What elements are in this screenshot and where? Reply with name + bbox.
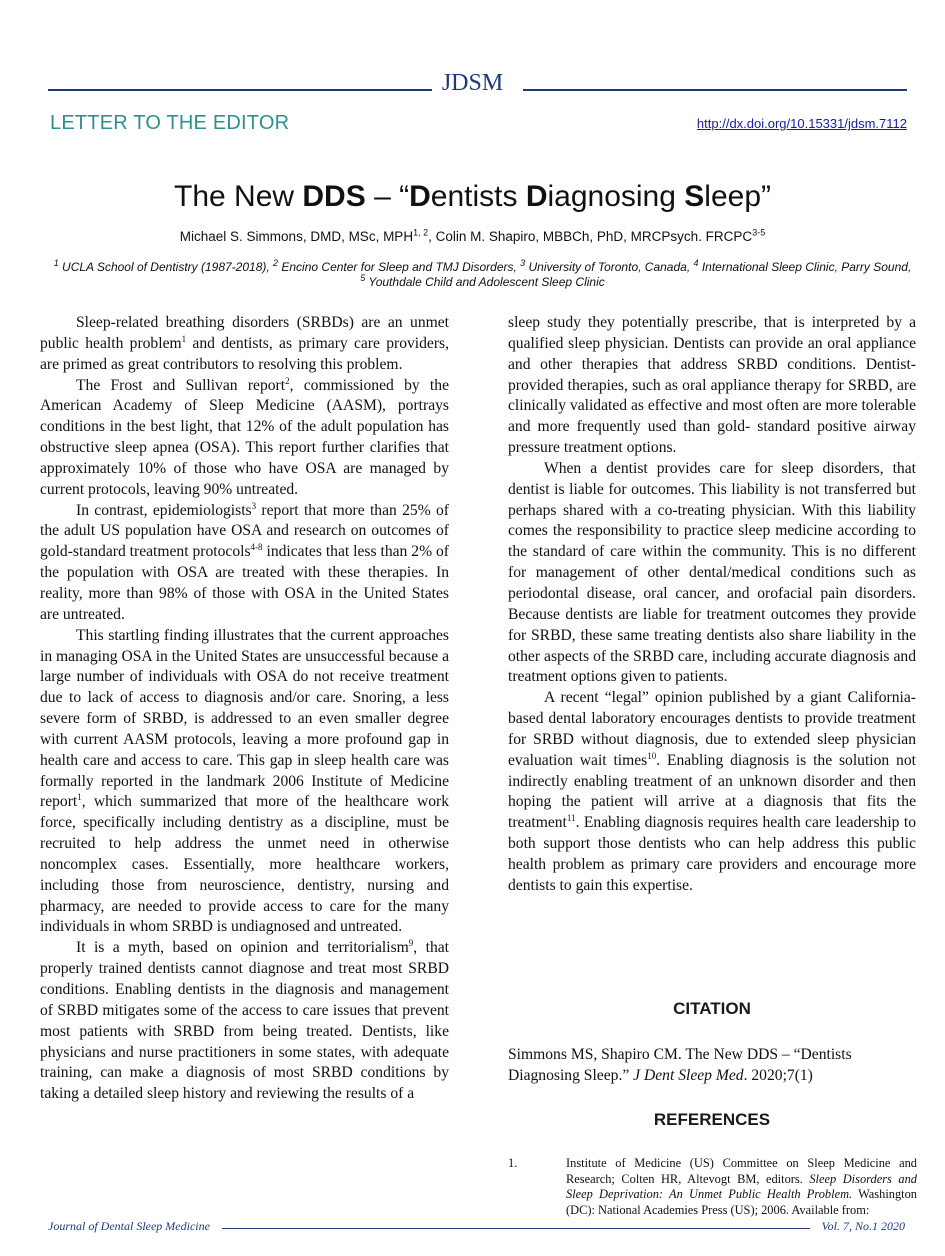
- body-column-left: [40, 313, 449, 1105]
- paragraph-text: In contrast, epidemiologists: [76, 501, 252, 519]
- body-paragraph: [40, 376, 449, 501]
- paragraph-text: , that properly trained dentists cannot diagnose and treat most SRBD conditions. Enabling dentists in the diagnosis and management of SRBD mitigates some of the access to care issues that prevent most patients with SRBD from being treated. Dentists, like physicians and nurse practitioners in some states, with adequate training, can make a diagnosis of most SRBD conditions by taking a detailed sleep history and reviewing the results of a: [40, 939, 449, 1103]
- citation-superscript: 1: [77, 792, 82, 803]
- body-paragraph: [40, 313, 449, 376]
- paragraph-text: indicates that less than 2% of the population with OSA are treated with these therapies. In reality, more than 98% of those with OSA in the United States are untreated.: [40, 543, 449, 623]
- body-paragraph: [508, 313, 916, 459]
- citation-heading: CITATION: [673, 999, 751, 1018]
- paragraph-text: Sleep-related breathing disorders (SRBDs) are an unmet public health problem: [40, 314, 449, 352]
- author-list: Michael S. Simmons, DMD, MSc, MPH$^{1, 2}$, Colin M. Shapiro, MBBCh, PhD, MRCPsych. FRCPC$^{3-5}$: [179, 227, 766, 244]
- body-paragraph: [40, 501, 449, 626]
- section-label: LETTER TO THE EDITOR: [50, 112, 290, 134]
- paragraph-text: , commissioned by the American Academy of Sleep Medicine (AASM), portrays conditions in the best light, that 12% of the adult population has obstructive sleep apnea (OSA). This report further clarifies that approximately 10% of those who have OSA are managed by current protocols, leaving 90% untreated.: [40, 376, 449, 498]
- reference-item: Institute of Medicine (US) Committee on Sleep Medicine and Research; Colten HR, Altevogt BM, editors. Sleep Disorders and Sleep Deprivation: An Unmet Public Health Problem. Washington (DC): National Academies Press (US); 2006. Available from:: [566, 1156, 917, 1217]
- citation-superscript: 2: [285, 375, 290, 386]
- footer-rule: [222, 1228, 810, 1229]
- citation-superscript: 11: [566, 813, 576, 824]
- paragraph-text: sleep study they potentially prescribe, that is interpreted by a qualified sleep physician. Dentists can provide an oral appliance and other therapies that address SRBD conditions. Dentist-provided therapies, such as oral appliance therapy for SRBD, are clinically validated as effective and most often are more tolerable and more frequently used than gold- standard positive airway pressure treatment options.: [508, 314, 917, 457]
- article-title: The New DDS – “Dentists Diagnosing Sleep”: [174, 180, 771, 213]
- citation-superscript: 4-8: [250, 542, 263, 553]
- body-column-right: [508, 313, 916, 897]
- paragraph-text: The Frost and Sullivan report: [76, 376, 286, 394]
- references-heading: REFERENCES: [653, 1110, 771, 1129]
- paragraph-text: report that more than 25% of the adult US population have OSA and research on outcomes of gold-standard treatment protocols: [40, 501, 449, 561]
- doi-link[interactable]: http://dx.doi.org/10.15331/jdsm.7112: [696, 116, 907, 131]
- reference-number: 1.: [508, 1156, 518, 1170]
- paragraph-text: A recent “legal” opinion published by a giant California-based dental laboratory encourages dentists to provide treatment for SRBD without diagnosis, due to extended sleep physician evaluation wait times: [508, 689, 916, 769]
- citation-text: Simmons MS, Shapiro CM. The New DDS – “Dentists Diagnosing Sleep.” J Dent Sleep Med. 2020;7(1): [508, 1046, 852, 1084]
- citation-superscript: 3: [251, 500, 257, 511]
- citation-superscript: 1: [181, 333, 187, 344]
- journal-abbrev: JDSM: [0, 70, 945, 97]
- body-paragraph: [508, 459, 916, 688]
- paragraph-text: and dentists, as primary care providers, are primed as great contributors to resolving this problem.: [40, 334, 450, 373]
- footer-issue: Vol. 7, No.1 2020: [821, 1219, 905, 1233]
- paragraph-text: When a dentist provides care for sleep disorders, that dentist is liable for outcomes. This liability is not transferred but perhaps shared with a co-treating physician. With this liability comes the responsibility to practice sleep medicine according to the standard of care within the community. This is no different for management of other dental/medical conditions such as periodontal disease, oral cancer, and orofacial pain disorders. Because dentists are liable for treatment outcomes they provide for SRBD, these same treating dentists also share liability in the other aspects of the SRBD care, including accurate diagnosis and treatment options given to patients.: [508, 459, 916, 686]
- paragraph-text: . Enabling diagnosis is the solution not indirectly enabling treatment of an unknown disorder and then hoping the patient will arrive at a diagnosis that fits the treatment: [508, 751, 916, 832]
- paragraph-text: It is a myth, based on opinion and territorialism: [76, 939, 409, 957]
- footer-journal: Journal of Dental Sleep Medicine: [48, 1219, 210, 1233]
- body-paragraph: [40, 626, 449, 939]
- citation-superscript: 9: [408, 938, 414, 949]
- body-paragraph: [508, 688, 916, 896]
- citation-superscript: 10: [647, 750, 657, 761]
- paragraph-text: This startling finding illustrates that the current approaches in managing OSA in the United States are unsuccessful because a large number of individuals with OSA do not receive treatment due to lack of access to diagnosis and/or care. Snoring, a less severe form of SRBD, is addressed to an even smaller degree with current AASM protocols, leaving a more profound gap in health care and access to care. This gap in sleep health care was formally reported in the landmark 2006 Institute of Medicine report: [40, 626, 449, 811]
- paragraph-text: , which summarized that more of the healthcare work force, specifically including dentistry as a discipline, must be recruited to help address the unmet need in otherwise noncomplex cases. Essentially, more healthcare workers, including those from neuroscience, dentistry, nursing and pharmacy, are needed to provide access to care for the many individuals in whom SRBD is undiagnosed and untreated.: [40, 793, 449, 936]
- body-paragraph: [40, 938, 449, 1105]
- paragraph-text: . Enabling diagnosis requires health care leadership to both support those dentists who can help address this public health problem as primary care providers and encourage more dentists to gain this expertise.: [508, 814, 916, 894]
- affiliations: $^1$ UCLA School of Dentistry (1987-2018), $^2$ Encino Center for Sleep and TMJ Disorders, $^3$ University of Toronto, Canada, $^4$ International Sleep Clinic, Parry Sound, $^5$ Youthdale Child and Adolescent Sleep Clinic: [53, 258, 912, 289]
